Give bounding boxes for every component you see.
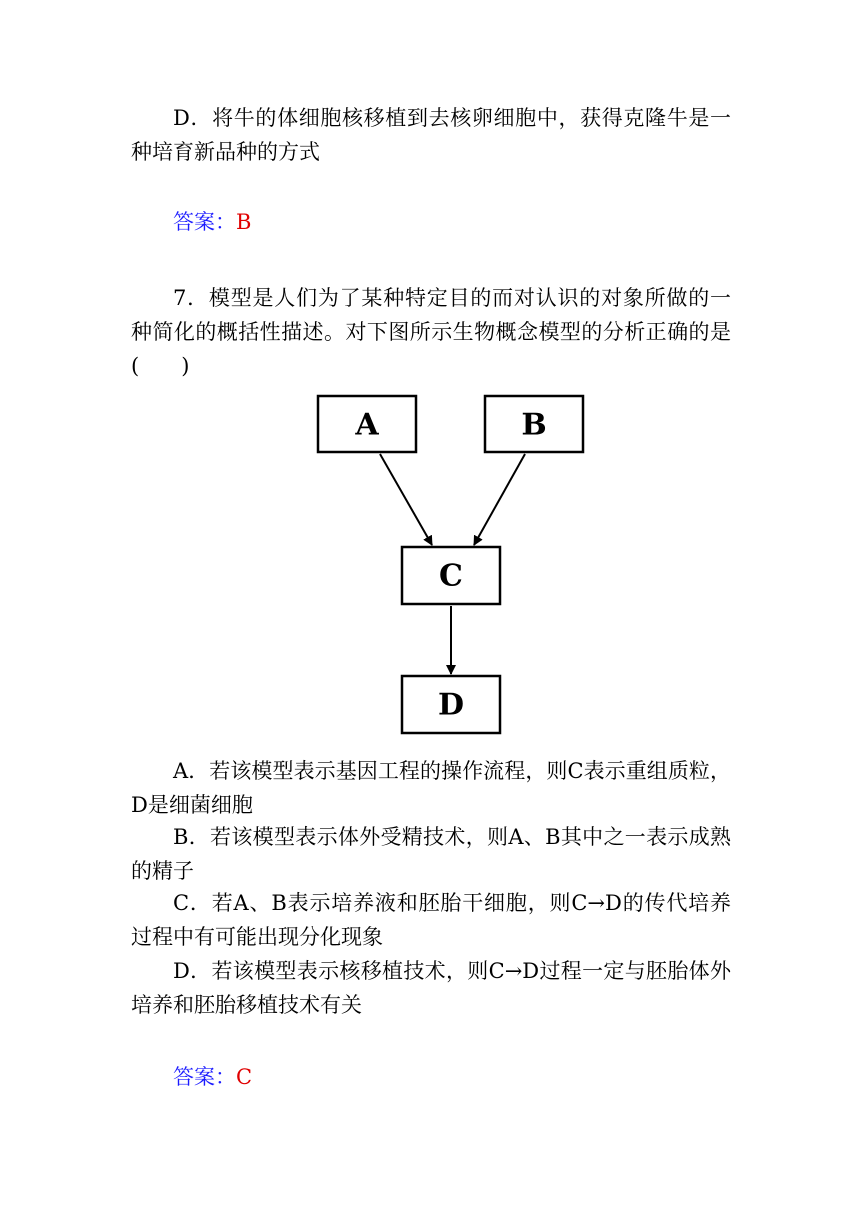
box-c-label: C	[439, 558, 463, 594]
q7-option-c: C．若A、B表示培养液和胚胎干细胞，则C→D的传代培养过程中有可能出现分化现象	[131, 891, 731, 949]
answer-value: C	[236, 1065, 253, 1089]
q7-option-b: B．若该模型表示体外受精技术，则A、B其中之一表示成熟的精子	[131, 825, 731, 883]
q7-stem: 7．模型是人们为了某种特定目的而对认识的对象所做的一种简化的概括性描述。对下图所示生物概念模型的分析正确的是( )	[131, 286, 731, 378]
box-a-label: A	[355, 407, 379, 443]
box-d-label: D	[437, 687, 465, 723]
concept-model-diagram	[300, 385, 600, 745]
q7-answer	[173, 1060, 252, 1094]
box-b-label: B	[521, 407, 547, 443]
q7-option-a: A．若该模型表示基因工程的操作流程，则C表示重组质粒，D是细菌细胞	[131, 759, 731, 817]
answer-label: 答案：	[173, 1065, 236, 1089]
arrow-b-to-c	[474, 454, 525, 545]
arrow-a-to-c	[380, 454, 432, 545]
q7-option-d: D．若该模型表示核移植技术，则C→D过程一定与胚胎体外培养和胚胎移植技术有关	[131, 959, 731, 1017]
q6-answer	[173, 205, 251, 239]
answer-value: B	[236, 210, 252, 234]
q6-option-d: D．将牛的体细胞核移植到去核卵细胞中，获得克隆牛是一种培育新品种的方式	[131, 106, 731, 164]
answer-label: 答案：	[173, 210, 236, 234]
